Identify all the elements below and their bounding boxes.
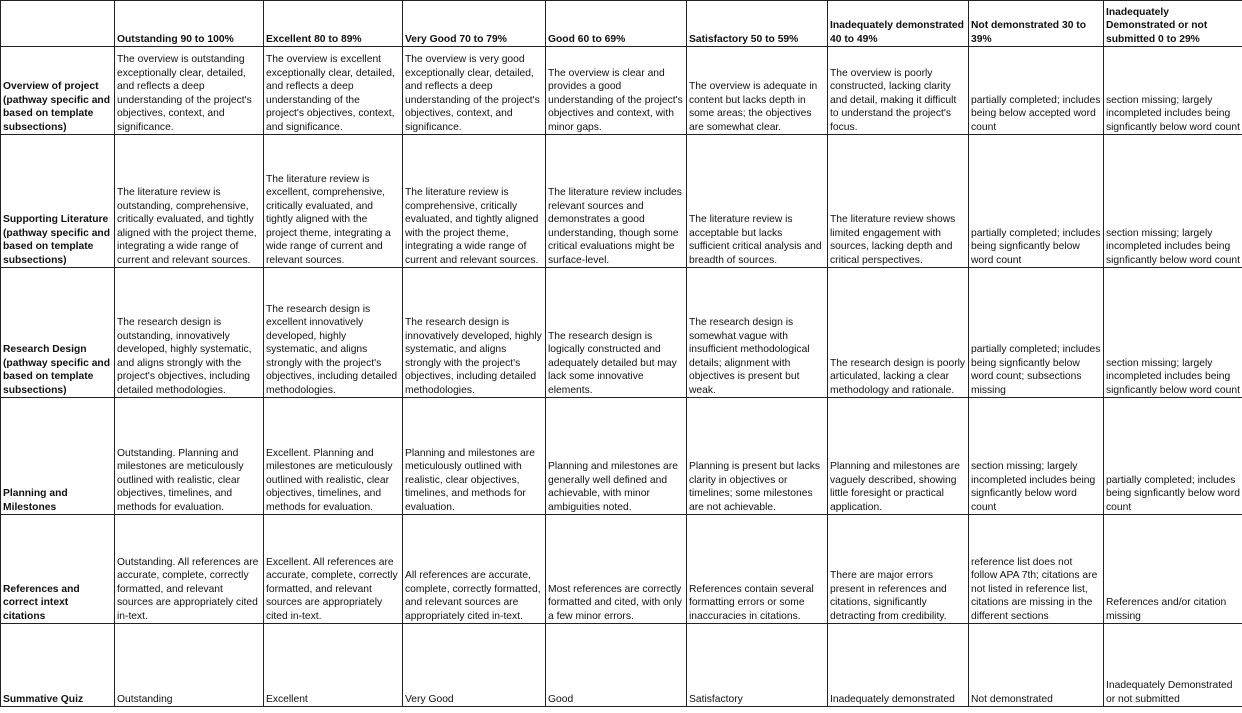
header-not-demonstrated: Not demonstrated 30 to 39% <box>969 1 1104 47</box>
criterion-label: Summative Quiz <box>1 624 115 707</box>
rubric-cell: The literature review includes relevant sources and demonstrates a good understanding, though some critical evaluations might be surface-level. <box>546 135 687 268</box>
table-row-summative-quiz <box>1 624 1242 707</box>
rubric-cell: Excellent. Planning and milestones are meticulously outlined with realistic, clear objectives, timelines, and methods for evaluation. <box>264 398 403 515</box>
rubric-cell: References and/or citation missing <box>1104 515 1242 624</box>
rubric-cell: The research design is logically constructed and adequately detailed but may lack some innovative elements. <box>546 268 687 398</box>
rubric-cell: Good <box>546 624 687 707</box>
header-satisfactory: Satisfactory 50 to 59% <box>687 1 828 47</box>
rubric-cell: Planning is present but lacks clarity in objectives or timelines; some milestones are not achievable. <box>687 398 828 515</box>
rubric-cell: Not demonstrated <box>969 624 1104 707</box>
header-corner-cell <box>1 1 115 47</box>
table-row-overview <box>1 47 1242 135</box>
criterion-label: Overview of project (pathway specific and based on template subsections) <box>1 47 115 135</box>
rubric-cell: The overview is very good exceptionally clear, detailed, and reflects a deep understanding of the project's objectives, context, and significance. <box>403 47 546 135</box>
rubric-cell: Outstanding. All references are accurate, complete, correctly formatted, and relevant sources are appropriately cited in-text. <box>115 515 264 624</box>
rubric-cell: The literature review is outstanding, comprehensive, critically evaluated, and tightly aligned with the project theme, integrating a wide range of current and relevant sources. <box>115 135 264 268</box>
header-row <box>1 1 1242 47</box>
criterion-label: Planning and Milestones <box>1 398 115 515</box>
rubric-cell: Outstanding. Planning and milestones are meticulously outlined with realistic, clear objectives, timelines, and methods for evaluation. <box>115 398 264 515</box>
rubric-cell: Very Good <box>403 624 546 707</box>
rubric-cell: The overview is excellent exceptionally clear, detailed, and reflects a deep understanding of the project's objectives, context, and significance. <box>264 47 403 135</box>
criterion-label: Research Design (pathway specific and based on template subsections) <box>1 268 115 398</box>
rubric-cell: Excellent <box>264 624 403 707</box>
rubric-cell: section missing; largely incompleted includes being signficantly below word count <box>1104 135 1242 268</box>
rubric-cell: The research design is outstanding, innovatively developed, highly systematic, and aligns strongly with the project's objectives, including detailed methodologies. <box>115 268 264 398</box>
rubric-cell: Planning and milestones are meticulously outlined with realistic, clear objectives, timelines, and methods for evaluation. <box>403 398 546 515</box>
rubric-cell: section missing; largely incompleted includes being signficantly below word count <box>1104 268 1242 398</box>
header-not-submitted: Inadequately Demonstrated or not submitted 0 to 29% <box>1104 1 1242 47</box>
rubric-cell: Inadequately Demonstrated or not submitted <box>1104 624 1242 707</box>
rubric-cell: The overview is clear and provides a good understanding of the project's objectives and context, with minor gaps. <box>546 47 687 135</box>
rubric-cell: References contain several formatting errors or some inaccuracies in citations. <box>687 515 828 624</box>
criterion-label: References and correct intext citations <box>1 515 115 624</box>
rubric-cell: partially completed; includes being signficantly below word count <box>969 135 1104 268</box>
header-outstanding: Outstanding 90 to 100% <box>115 1 264 47</box>
rubric-cell: partially completed; includes being signficantly below word count <box>1104 398 1242 515</box>
header-good: Good 60 to 69% <box>546 1 687 47</box>
rubric-cell: The literature review shows limited engagement with sources, lacking depth and critical perspectives. <box>828 135 969 268</box>
rubric-cell: The literature review is comprehensive, critically evaluated, and tightly aligned with the project theme, integrating a wide range of current and relevant sources. <box>403 135 546 268</box>
rubric-cell: The literature review is acceptable but lacks sufficient critical analysis and breadth of sources. <box>687 135 828 268</box>
table-row-supporting-literature <box>1 135 1242 268</box>
rubric-cell: The research design is poorly articulated, lacking a clear methodology and rationale. <box>828 268 969 398</box>
rubric-cell: The research design is excellent innovatively developed, highly systematic, and aligns strongly with the project's objectives, including detailed methodologies. <box>264 268 403 398</box>
rubric-cell: The overview is outstanding exceptionally clear, detailed, and reflects a deep understanding of the project's objectives, context, and significance. <box>115 47 264 135</box>
rubric-cell: The literature review is excellent, comprehensive, critically evaluated, and tightly aligned with the project theme, integrating a wide range of current and relevant sources. <box>264 135 403 268</box>
rubric-cell: The overview is poorly constructed, lacking clarity and detail, making it difficult to understand the project's focus. <box>828 47 969 135</box>
rubric-cell: Inadequately demonstrated <box>828 624 969 707</box>
table-row-research-design <box>1 268 1242 398</box>
rubric-cell: Planning and milestones are vaguely described, showing little foresight or practical application. <box>828 398 969 515</box>
criterion-label: Supporting Literature (pathway specific and based on template subsections) <box>1 135 115 268</box>
rubric-cell: partially completed; includes being signficantly below word count; subsections missing <box>969 268 1104 398</box>
table-row-planning-milestones <box>1 398 1242 515</box>
rubric-cell: section missing; largely incompleted includes being signficantly below word count <box>1104 47 1242 135</box>
rubric-cell: reference list does not follow APA 7th; citations are not listed in reference list, citations are missing in the different sections <box>969 515 1104 624</box>
header-inadequately-demonstrated: Inadequately demonstrated 40 to 49% <box>828 1 969 47</box>
rubric-cell: Outstanding <box>115 624 264 707</box>
rubric-cell: The research design is innovatively developed, highly systematic, and aligns strongly with the project's objectives, including detailed methodologies. <box>403 268 546 398</box>
rubric-cell: Excellent. All references are accurate, complete, correctly formatted, and relevant sources are appropriately cited in-text. <box>264 515 403 624</box>
rubric-cell: Satisfactory <box>687 624 828 707</box>
rubric-cell: partially completed; includes being below accepted word count <box>969 47 1104 135</box>
rubric-cell: Most references are correctly formatted and cited, with only a few minor errors. <box>546 515 687 624</box>
header-very-good: Very Good 70 to 79% <box>403 1 546 47</box>
rubric-cell: Planning and milestones are generally well defined and achievable, with minor ambiguities noted. <box>546 398 687 515</box>
rubric-cell: section missing; largely incompleted includes being signficantly below word count <box>969 398 1104 515</box>
rubric-cell: The overview is adequate in content but lacks depth in some areas; the objectives are somewhat clear. <box>687 47 828 135</box>
rubric-cell: All references are accurate, complete, correctly formatted, and relevant sources are appropriately cited in-text. <box>403 515 546 624</box>
rubric-cell: There are major errors present in references and citations, significantly detracting from credibility. <box>828 515 969 624</box>
rubric-cell: The research design is somewhat vague with insufficient methodological details; alignment with objectives is present but weak. <box>687 268 828 398</box>
header-excellent: Excellent 80 to 89% <box>264 1 403 47</box>
table-row-references <box>1 515 1242 624</box>
